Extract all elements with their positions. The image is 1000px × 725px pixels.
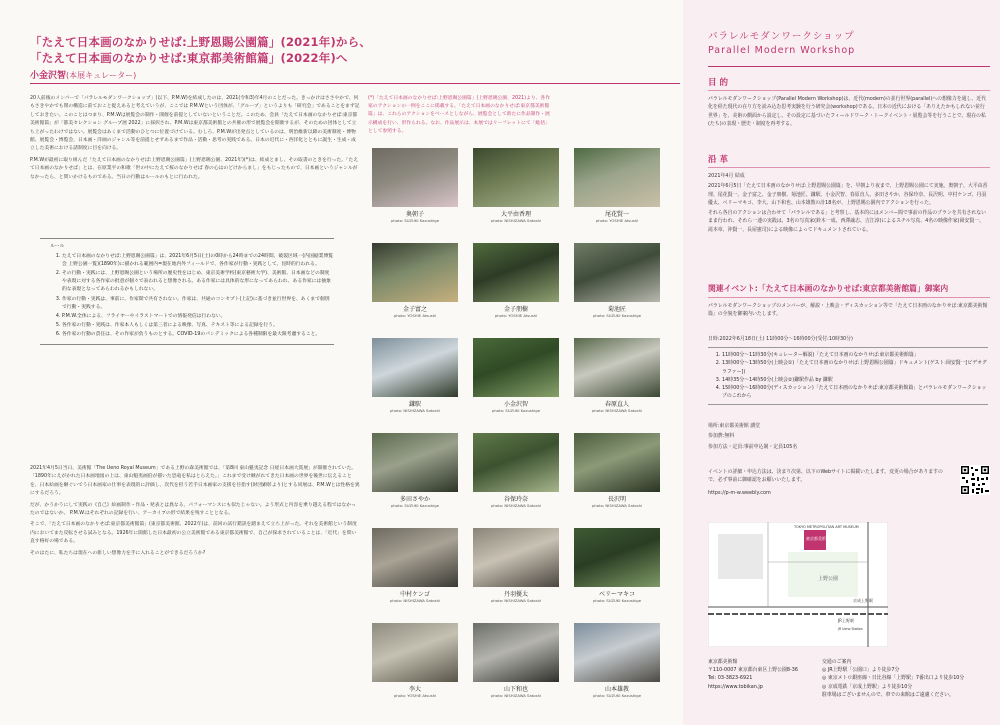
history-item: 2021年4月 結成 xyxy=(708,173,745,179)
photo-card xyxy=(372,528,458,603)
divider xyxy=(708,167,990,168)
photo-image xyxy=(372,528,458,587)
photo-card xyxy=(473,243,559,318)
photo-credit: photo: SUZUKI Kazushige xyxy=(592,313,642,318)
rule-item: 5. 各作家の行動・実践は、作家本人もしくは第三者による映像、写真、テキスト等による記録を行う。 xyxy=(62,322,334,330)
svg-text:京成上野駅: 京成上野駅 xyxy=(853,598,873,603)
photo-credit: photo: NISHIZAWA Satoshi xyxy=(490,598,542,603)
photo-credit: photo: NISHIZAWA Satoshi xyxy=(490,218,542,223)
photo-credit: photo: SUZUKI Kazushige xyxy=(390,503,440,508)
photo-card xyxy=(473,148,559,223)
purpose-text: パラレルモダンワークショップ(Parallel Modern Workshop)は、近代(modern)の並行世界(parallel)への想像力を通し、近代化を経た現代の在り方を読み込む思考実験を行う研究会(workshop)である。日本の近代における「ありえたかもしれない並行世界」を、美術の側面から設定し、その設定に基づいたフィールドワーク・トークイベント・展覧会等を行うことで、現在の私(たち)の表現・歴史・制度を再考する。 xyxy=(708,96,987,127)
event-date: 日時:2022年6月18日(土) 11時00分〜16時00分(受付:10時30分) xyxy=(708,336,853,342)
museum-info xyxy=(708,658,828,691)
photo-image xyxy=(574,243,660,302)
photo-artist-name: 鎌駅 xyxy=(408,401,421,408)
photo-credit: photo: SUZUKI Kazushige xyxy=(390,218,440,223)
photo-card xyxy=(574,338,660,413)
venue-line: 参加方法・定員:事前申込制・定員105名 xyxy=(708,443,798,450)
photo-artist-name: 丹羽優太 xyxy=(503,591,528,598)
svg-text:東京都美術館: 東京都美術館 xyxy=(806,536,830,541)
photo-card xyxy=(574,528,660,603)
photo-artist-name: ベリーマキコ xyxy=(598,591,635,598)
svg-text:JR Ueno Station: JR Ueno Station xyxy=(838,627,863,631)
photo-credit: photo: SUZUKI Kazushige xyxy=(592,598,642,603)
photo-card xyxy=(574,433,660,508)
photo-credit: photo: SUZUKI Kazushige xyxy=(592,693,642,698)
event-heading: 関連イベント:「たえて日本画のなかりせば:東京都美術館篇」御案内 xyxy=(708,284,949,293)
photo-card xyxy=(473,338,559,413)
web-info: イベントの詳細・申込方法は、決まり次第、以下のWebサイトに掲載いたします。変更の場合がありますので、必ず事前に御確認をお願いいたします。 xyxy=(708,469,943,484)
access-line: ◎ JR上野駅「公園口」より徒歩7分 xyxy=(822,667,900,674)
photo-image xyxy=(372,433,458,492)
photo-card xyxy=(574,243,660,318)
photo-image xyxy=(372,338,458,397)
svg-text:上野公園: 上野公園 xyxy=(818,576,839,582)
body-paragraph: 2021年4月5日当日、美術館「The Ueno Royal Museum」である上野の森美術館では、「第8回 東山魁夷記念 日経日本画大賞展」が開催されていた。「1890年にえがかれた日本画地図の上は、東山魁夷画伯が描いた恐竜を私はとらえた。」これまで受け継がれてきた日本画の世界を後世に伝えることを、日本絵画を継ぐいでう日本画家の仕事を表現的に評価し、次代を担う若手日本画家の支援を目指す(財団顕彰より)とする同展は、P.M.Wとは性格を異にするだろう。 xyxy=(30,466,360,497)
photo-credit: photo: NISHIZAWA Satoshi xyxy=(389,408,441,413)
history-text xyxy=(708,172,988,236)
access-info xyxy=(822,658,992,699)
workshop-title xyxy=(708,30,855,58)
history-item: 2021年6月5日「たえて日本画のなかりせば:上野恩賜公園篇」を、早朝より夜まで、上野恩賜公園にて実施。奥朝子、大平由香理、尾花賢一、金子富之、金子朋樹、菊池匠、鎌駅、小金沢智、春原直人、多田さやか、谷保玲奈、長沢明、中村ケンゴ、丹羽優太、ベリーマキコ、李大、山下和也、山本雄教の計18名が、上野恩賜公園内でアクションを行った。 xyxy=(708,183,988,206)
photo-card xyxy=(372,623,458,698)
photo-credit: photo: YOSHIE Atsushi xyxy=(494,313,538,318)
photo-artist-name: 奥朝子 xyxy=(405,211,424,218)
rule-item: 4. P.M.W.全体による、フライヤーやイラストマートでの情報発信は行わない。 xyxy=(62,313,334,321)
photo-card xyxy=(574,148,660,223)
museum-line: 東京都美術館 xyxy=(708,659,738,665)
photo-artist-name: 李大 xyxy=(408,686,421,693)
purpose-heading: 目 的 xyxy=(708,78,728,88)
photo-card xyxy=(372,243,458,318)
photo-credit: photo: YOSHIE Atsushi xyxy=(393,693,437,698)
photo-artist-name: 春原直人 xyxy=(604,401,629,408)
access-line: ◎ 東京メトロ銀座線・日比谷線「上野駅」7番出口より徒歩10分 xyxy=(822,675,965,682)
museum-line: 〒110-0007 東京都台東区上野公園8-36 xyxy=(708,667,798,674)
photo-card xyxy=(372,338,458,413)
rule-item: 6. 各作家の行動の責任は、その作家が負うものとする。COVID-19のパンデミックによる各種制限を最大限考慮すること。 xyxy=(62,331,334,339)
photo-image xyxy=(473,148,559,207)
photo-artist-name: 長沢明 xyxy=(607,496,626,503)
history-heading: 沿 革 xyxy=(708,155,728,165)
photo-artist-name: 多田さやか xyxy=(399,496,430,503)
program-item: 3. 14時35分〜14時50分(上映会②)鎌駅作品 by 鎌駅 xyxy=(722,376,988,384)
article-title-line1: 「たえて日本画のなかりせば:上野恩賜公園篇」(2021年)から、 xyxy=(30,35,372,49)
photo-image xyxy=(473,528,559,587)
venue-line: 場所:東京都美術館 講堂 xyxy=(708,423,761,429)
photo-image xyxy=(574,623,660,682)
access-map xyxy=(708,522,888,647)
photo-image xyxy=(372,623,458,682)
event-program xyxy=(708,347,988,405)
venue-info xyxy=(708,422,988,453)
author-name: 小金沢智 xyxy=(30,71,67,81)
body-paragraph: だが、かうかうにして実践の《自己》絵画制作・作品・発表とは異なる、パフォーマンスにも似たじゃない。よう形式と内容を乗り越える程ではなかったのではないか。 P.M.W.はそれぞれの記録を行い、アーカイブの形で結果を残すこととなる。 xyxy=(30,502,356,517)
photo-artist-name: 小金沢智 xyxy=(503,401,528,408)
svg-text:TOKYO METROPOLITAN ART MUSEUM: TOKYO METROPOLITAN ART MUSEUM xyxy=(794,525,859,529)
photo-credit: photo: NISHIZAWA Satoshi xyxy=(591,408,643,413)
photo-artist-name: 尾花賢一 xyxy=(604,211,629,218)
photo-credit: photo: NISHIZAWA Satoshi xyxy=(389,598,441,603)
access-heading: 交通のご案内 xyxy=(822,659,852,665)
workshop-title-jp: パラレルモダンワークショップ xyxy=(708,31,855,42)
photo-image xyxy=(372,148,458,207)
photo-card xyxy=(473,528,559,603)
photo-card xyxy=(372,433,458,508)
museum-url[interactable]: https://www.tobikan.jp xyxy=(708,683,763,690)
photo-image xyxy=(473,433,559,492)
photo-image xyxy=(473,338,559,397)
footnote: (*)「たえて日本画のなかりせば:上野恩賜公園篇」(上野恩賜公園、2021)より、各作家のアクションの一例をここに掲載する。「たえて日本画のなかりせば:東京都美術館篇」は、これらのアクションをベースとしながら、展覧会として新たに作品制作・展示構成を行い、形作られる。なお、作品展示は、本展ではリーフレットにて「総括」として参照する。 xyxy=(368,96,551,134)
svg-text:JR上野駅: JR上野駅 xyxy=(838,618,854,623)
article-body-top xyxy=(30,95,360,235)
photo-artist-name: 谷保玲奈 xyxy=(503,496,528,503)
photo-credit: photo: YOSHIE Atsushi xyxy=(595,218,639,223)
photo-artist-name: 山本雄教 xyxy=(604,686,629,693)
access-line: 駐車場はございませんので、車での来館はご遠慮ください。 xyxy=(822,691,954,698)
photo-card xyxy=(473,433,559,508)
author-role: (本展キュレーター) xyxy=(66,71,137,80)
photo-credit: photo: NISHIZAWA Satoshi xyxy=(591,503,643,508)
photo-image xyxy=(473,243,559,302)
photo-credit: photo: YOSHIE Atsushi xyxy=(393,313,437,318)
divider xyxy=(708,66,990,67)
photo-image xyxy=(473,623,559,682)
photo-artist-name: 金子朋樹 xyxy=(503,306,528,313)
body-paragraph: そのはたに、私たちは現在への新しい想像力を手に入れることができるだろうか? xyxy=(30,550,206,556)
photo-image xyxy=(574,148,660,207)
photo-artist-name: 中村ケンゴ xyxy=(400,591,430,598)
program-item: 4. 15時00分〜16時00分(ディスカッション)「たえて日本画のなかりせば:東京都美術館篇」とパラレルモダンワークショップのこれから xyxy=(722,384,988,401)
rules-box xyxy=(40,238,334,345)
photo-credit: photo: NISHIZAWA Satoshi xyxy=(490,693,542,698)
qr-code[interactable] xyxy=(960,465,990,495)
photo-image xyxy=(574,433,660,492)
photo-image xyxy=(372,243,458,302)
program-item: 1. 11時00分〜11時30分(キュレーター解説)「たえて日本画のなかりせば:東京都美術館篇」 xyxy=(722,351,988,359)
photo-card xyxy=(372,148,458,223)
rule-item: 2. その行動・実践には、上野恩賜公園という場所の歴史性をはじめ、東京美術学校(東京藝術大学)、美術館、日本画などの制度や表現に対する各作家の批意が個々で表われると想像される。ある作家には具体的な形になってあらわれ、ある作家には抽象的な表現となってあらわれるかもしれない。 xyxy=(62,270,334,294)
article-title-line2: 「たえて日本画のなかりせば:東京都美術館篇」(2022年)へ xyxy=(30,51,348,65)
program-item: 2. 13時00分〜13時50分(上映会①)「たえて日本画のなかりせば:上野恩賜公園篇」ドキュメント(ゲスト:岡安賢一[ビデオグラファー]) xyxy=(722,359,988,376)
divider xyxy=(708,90,990,91)
photo-credit: photo: NISHIZAWA Satoshi xyxy=(490,503,542,508)
article-body-bottom xyxy=(30,465,360,720)
rule-item: 1. たえて日本画のなかりせば:上野恩賜公園篇」は、2021年6月5日(土)の0時から24時までの24時間、破裂区域一(内国勧業博覧会 上野公園一覧)(1890年)に描かれる範囲内=現在地内外フィールドで、各作家が行動・実践として、昆時的行われる。 xyxy=(62,253,334,269)
photo-grid xyxy=(372,148,662,718)
body-paragraph: P.M.Wが最初に取り組んだ「たえて日本画のなかりせば:上野恩賜公園篇」(上野恩賜公園、2021年)(*)は、結成とまし、その取書のときを行った。「たえて日本画のなかりせば」とは、在原業平の和歌「世の中にたえて桜のなかりせば 春の心はのどけからまし」をもじったもので、日本画というジャンルがなかったら、と問いかけるものである。当日の行動はルールのもとに行われた。 xyxy=(30,157,359,180)
rule-item: 3. 作家の行動・実践は、事前に、作家間で共有されない。作家は、共通のコンセプト(上記)に基づき並行世界を、あくまで個別で行動・実践する。 xyxy=(62,296,334,312)
author-line xyxy=(30,68,680,84)
photo-card xyxy=(574,623,660,698)
photo-image xyxy=(574,338,660,397)
access-line: ◎ 京成電鉄「京成上野駅」より徒歩10分 xyxy=(822,683,913,690)
photo-artist-name: 山下和也 xyxy=(503,686,528,693)
photo-image xyxy=(574,528,660,587)
rules-list xyxy=(40,253,334,339)
body-paragraph: 20人前後のメンバーで「パラレルモダンワークショップ」(以下、P.M.W)を結成したのは、2021(令和3)年4月のことだった。きっかけはささやかで、何もさきやかでも閉の構造に前ておこと捉えあると考えていうが、ここでは P.M.Wという団体が、「グループ」というよりも「研究会」であることをまず記しておきたい。このことはつまり、P.M.Wは展覧会の制作・開催を前提としていないということだ。このため、会員「たえて日本画のなかりせば:東京都美術館篇」が「都美セレクション グループ展 2022」に採択され、P.M.Wは東京都美術館との共催の形で展覧会を開催するが、そのための団体として立ち上がったわけではない。展覧会はあくまで活動のひとつに位置づけている。むしろ、P.M.Wが出発点としているのは、明治維新以降の美術制度・博物館、展覧会・博覧会、日本画・洋画のジャンル等を前提とせずあるまで作品・活動・思考の実践である。日本の近代に・西洋化とともに誕生・生成・成立した美術における諸制度に目を向ける。 xyxy=(30,96,360,152)
photo-card xyxy=(473,623,559,698)
divider xyxy=(708,297,990,298)
venue-line: 参加費:無料 xyxy=(708,433,735,440)
history-item: それら各自のアクションは合わせて「パラレルである」と考察し、基本的にはメンバー間で事前の作品のプランを共有されないまま行われ、それら一連の実践は、3名の写真家(鈴木一成、西澤諭志、吉江淳)によるスチル写真、4名の映像作家(岡安賢一、滝本章、沖賢一、長屋憲司)による映像によってドキュメントされている。 xyxy=(708,210,987,233)
photo-artist-name: 大平由香理 xyxy=(500,211,531,218)
website-link[interactable]: https://p-m-w.weebly.com xyxy=(708,490,771,496)
photo-artist-name: 菊池匠 xyxy=(607,306,626,313)
photo-credit: photo: SUZUKI Kazushige xyxy=(491,408,541,413)
workshop-title-en: Parallel Modern Workshop xyxy=(708,45,856,56)
body-paragraph: そこで、「たえて日本画のなかりせば:東京都美術館篇」(東京都美術館、2022年)は、前回の試行錯誤を踏まえて立ち上がった。それを美術館という制度内においてまた反転させる試みとなる。1926年に開館した日本最初の公立美術館である東京都美術館で、自己が探求されていることは、「近代」を問い直す格好の場である。 xyxy=(30,522,357,545)
event-intro: パラレルモダンワークショップのメンバーが、解説・上映会・ディスカッション等で「たえて日本画のなかりせば:東京都美術館篇」の全貌を御案内いたします。 xyxy=(708,303,988,318)
museum-line: Tel: 03-3823-6921 xyxy=(708,675,753,682)
photo-artist-name: 金子富之 xyxy=(402,306,427,313)
rules-heading: ルール xyxy=(50,244,65,249)
